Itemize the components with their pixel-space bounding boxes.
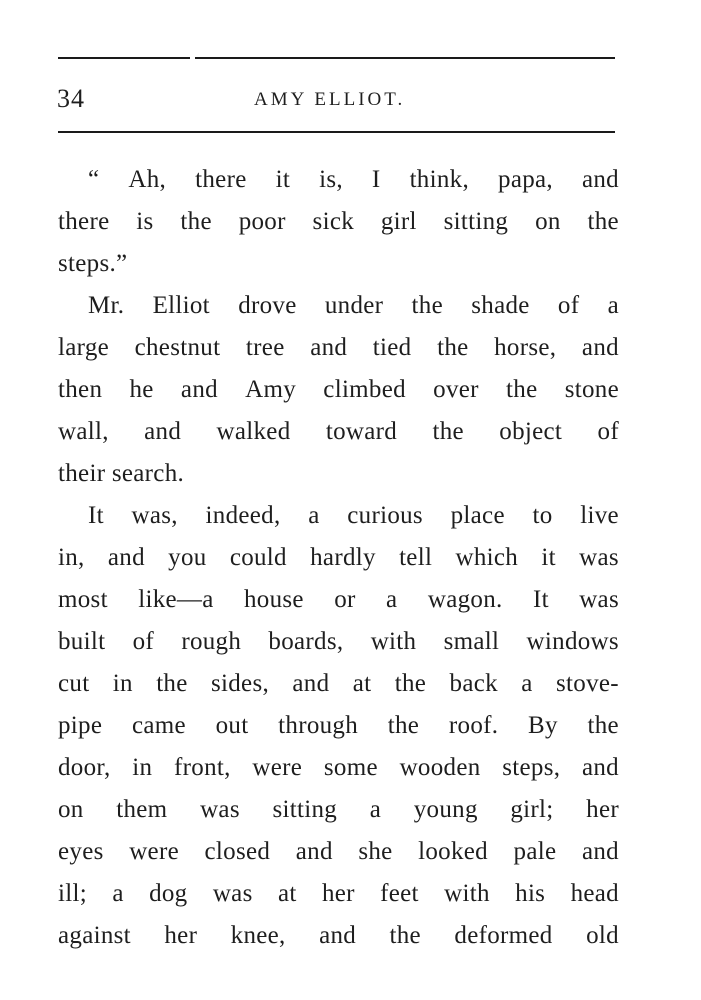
word: a [607, 292, 619, 319]
text-line [58, 159, 619, 201]
word: the [432, 418, 464, 445]
word: is, [319, 166, 343, 193]
word: climbed [323, 376, 406, 403]
word: were [252, 754, 303, 781]
text-line [58, 663, 619, 705]
word: there [58, 208, 110, 235]
word: came [131, 712, 186, 739]
word: eyes [58, 838, 104, 865]
word: under [324, 292, 384, 319]
word: the [587, 208, 619, 235]
word: her [164, 922, 198, 949]
word: drove [238, 292, 297, 319]
word: a [308, 502, 320, 529]
word: like—a [138, 586, 214, 613]
word: and [310, 334, 348, 361]
word: It [532, 586, 549, 613]
word: Ah, [128, 166, 167, 193]
word: Amy [245, 376, 297, 403]
text-line [58, 579, 619, 621]
word: on [58, 796, 84, 823]
word: and [581, 838, 619, 865]
word: the [156, 670, 188, 697]
word: boards, [268, 628, 344, 655]
word: a [386, 586, 398, 613]
word: at [352, 670, 372, 697]
text-line: their search. [58, 460, 185, 487]
word: a [521, 670, 533, 697]
word: object [499, 418, 563, 445]
word: dog [149, 880, 188, 907]
word: and [581, 754, 619, 781]
word: her [321, 880, 355, 907]
word: was, [131, 502, 178, 529]
word: is [136, 208, 154, 235]
word: and [144, 418, 182, 445]
word: over [433, 376, 479, 403]
word: could [229, 544, 287, 571]
word: the [394, 670, 427, 697]
word: hardly [310, 544, 376, 571]
word: poor [238, 208, 286, 235]
word: which [455, 544, 519, 571]
word: the [411, 292, 443, 319]
word: Mr. [88, 292, 125, 319]
text-line [58, 705, 619, 747]
word: steps, [502, 754, 561, 781]
word: large [58, 334, 110, 361]
text-line [58, 411, 619, 453]
word: she [358, 838, 393, 865]
text-line [58, 873, 619, 915]
word: in [132, 754, 153, 781]
word: wall, [58, 418, 109, 445]
word: was [212, 880, 253, 907]
text-line [58, 915, 619, 957]
word: shade [471, 292, 530, 319]
word: tied [372, 334, 412, 361]
header-bottom-rule [58, 131, 615, 133]
text-line [58, 369, 619, 411]
word: young [413, 796, 478, 823]
word: sides, [210, 670, 270, 697]
word: a [112, 880, 124, 907]
word: cut [58, 670, 90, 697]
text-line [58, 201, 619, 243]
word: front, [174, 754, 231, 781]
word: then [58, 376, 103, 403]
word: his [515, 880, 546, 907]
word: tell [399, 544, 433, 571]
word: and [180, 376, 218, 403]
word: the [387, 712, 420, 739]
word: of [557, 292, 580, 319]
word: the [437, 334, 469, 361]
word: knee, [230, 922, 286, 949]
word: closed [204, 838, 271, 865]
word: most [58, 586, 108, 613]
word: and [581, 334, 619, 361]
word: built [58, 628, 106, 655]
text-line: steps.” [58, 250, 128, 277]
running-head: AMY ELLIOT. [254, 89, 406, 110]
word: place [450, 502, 505, 529]
word: deformed [454, 922, 553, 949]
word: and [319, 922, 357, 949]
text-line [58, 747, 619, 789]
body-text [58, 159, 619, 957]
word: or [334, 586, 356, 613]
word: was [579, 544, 619, 571]
text-line [58, 537, 619, 579]
word: was [200, 796, 240, 823]
word: small [443, 628, 500, 655]
word: wooden [399, 754, 481, 781]
word: think, [409, 166, 470, 193]
word: at [277, 880, 297, 907]
word: looked [418, 838, 488, 865]
word: windows [526, 628, 619, 655]
word: house [244, 586, 304, 613]
word: and [295, 838, 333, 865]
text-line [58, 495, 619, 537]
word: the [587, 712, 619, 739]
word: walked [216, 418, 291, 445]
word: on [535, 208, 561, 235]
word: Elliot [152, 292, 210, 319]
word: her [586, 796, 619, 823]
word: against [58, 922, 131, 949]
word: the [389, 922, 421, 949]
word: head [570, 880, 619, 907]
word: back [449, 670, 498, 697]
word: horse, [494, 334, 557, 361]
word: girl; [510, 796, 554, 823]
word: the [506, 376, 538, 403]
text-line [58, 789, 619, 831]
word: it [541, 544, 556, 571]
word: and [581, 166, 619, 193]
word: chestnut [134, 334, 221, 361]
word: By [528, 712, 558, 739]
header-top-rule [58, 57, 615, 59]
word: sitting [272, 796, 338, 823]
text-line [58, 327, 619, 369]
word: stone [564, 376, 619, 403]
word: wagon. [427, 586, 503, 613]
word: through [278, 712, 359, 739]
word: feet [380, 880, 419, 907]
word: with [444, 880, 490, 907]
word: It [88, 502, 104, 529]
word: sick [312, 208, 355, 235]
word: with [370, 628, 417, 655]
word: there [195, 166, 247, 193]
word: girl [380, 208, 417, 235]
page-number: 34 [57, 84, 85, 113]
word: in, [58, 544, 85, 571]
word: indeed, [205, 502, 281, 529]
word: the [180, 208, 212, 235]
word: roof. [448, 712, 499, 739]
word: stove- [556, 670, 619, 697]
word: a [369, 796, 382, 823]
word: of [597, 418, 619, 445]
word: in [112, 670, 133, 697]
word: toward [325, 418, 398, 445]
word: out [215, 712, 249, 739]
word: old [586, 922, 619, 949]
word: pale [513, 838, 557, 865]
word: sitting [443, 208, 509, 235]
word: rough [181, 628, 242, 655]
word: it [275, 166, 291, 193]
word: to [532, 502, 553, 529]
text-line [58, 285, 619, 327]
word: “ [88, 166, 100, 193]
word: ill; [58, 880, 87, 907]
word: you [168, 544, 207, 571]
word: papa, [498, 166, 553, 193]
word: some [323, 754, 378, 781]
word: them [116, 796, 168, 823]
word: and [292, 670, 330, 697]
word: door, [58, 754, 111, 781]
word: live [580, 502, 619, 529]
word: I [371, 166, 381, 193]
word: pipe [58, 712, 103, 739]
word: he [129, 376, 154, 403]
word: curious [347, 502, 423, 529]
header-rule-break [190, 56, 195, 60]
word: and [107, 544, 145, 571]
text-line [58, 621, 619, 663]
word: tree [245, 334, 285, 361]
word: were [129, 838, 179, 865]
word: of [132, 628, 155, 655]
text-line [58, 831, 619, 873]
word: was [579, 586, 619, 613]
